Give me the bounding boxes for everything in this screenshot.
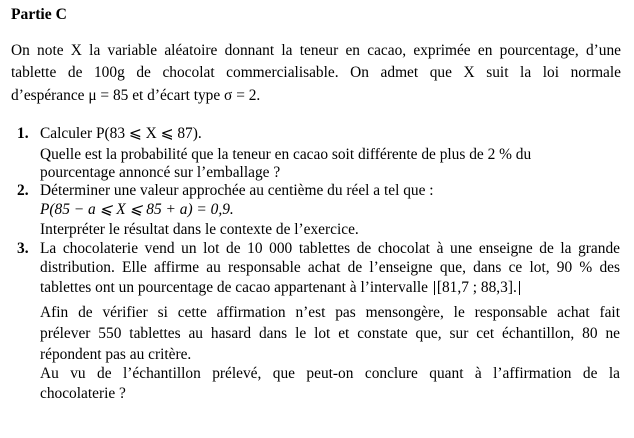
intro-line-1: On note X la variable aléatoire donnant la teneur en cacao, exprimée en pourcentage, d’une bbox=[11, 42, 621, 59]
question-2-line-1: Déterminer une valeur approchée au centième du réel a tel que : bbox=[40, 182, 434, 199]
section-title: Partie C bbox=[11, 6, 67, 23]
question-3-line-8: chocolaterie ? bbox=[40, 385, 126, 402]
question-1-line-3: pourcentage annoncé sur l’emballage ? bbox=[40, 164, 281, 181]
intro-line-3: d’espérance μ = 85 et d’écart type σ = 2. bbox=[11, 87, 261, 104]
question-3-line-3 bbox=[40, 278, 520, 297]
question-3-line-5: prélever 550 tablettes au hasard dans le lot et constate que, sur cet échantillon, 80 ne bbox=[40, 325, 620, 342]
interval-value: [81,7 ; 88,3]. bbox=[434, 281, 520, 295]
question-number-2: 2. bbox=[17, 182, 29, 199]
question-2-line-2: P(85 − a ⩽ X ⩽ 85 + a) = 0,9. bbox=[40, 201, 234, 218]
question-1-line-1: Calculer P(83 ⩽ X ⩽ 87). bbox=[40, 125, 202, 142]
intro-line-2: tablette de 100g de chocolat commercialisable. On admet que X suit la loi normale bbox=[11, 64, 621, 81]
question-3-line-7: Au vu de l’échantillon prélevé, que peut-on conclure quant à l’affirmation de la bbox=[40, 365, 620, 382]
question-3-line-6: répondent pas au critère. bbox=[40, 346, 192, 363]
question-3-line-3-text: tablettes ont un pourcentage de cacao appartenant à l’intervalle bbox=[40, 279, 428, 296]
question-3-line-2: distribution. Elle affirme au responsable achat de l’enseigne que, dans ce lot, 90 % des bbox=[40, 259, 620, 276]
question-1-line-2: Quelle est la probabilité que la teneur en cacao soit différente de plus de 2 % du bbox=[40, 146, 532, 163]
question-number-1: 1. bbox=[17, 125, 29, 142]
question-2-line-3: Interpréter le résultat dans le contexte de l’exercice. bbox=[40, 221, 359, 238]
question-number-3: 3. bbox=[17, 240, 29, 257]
question-3-line-1: La chocolaterie vend un lot de 10 000 tablettes de chocolat à une enseigne de la grande bbox=[40, 240, 620, 257]
question-3-line-4: Afin de vérifier si cette affirmation n’est pas mensongère, le responsable achat fait bbox=[40, 304, 620, 321]
